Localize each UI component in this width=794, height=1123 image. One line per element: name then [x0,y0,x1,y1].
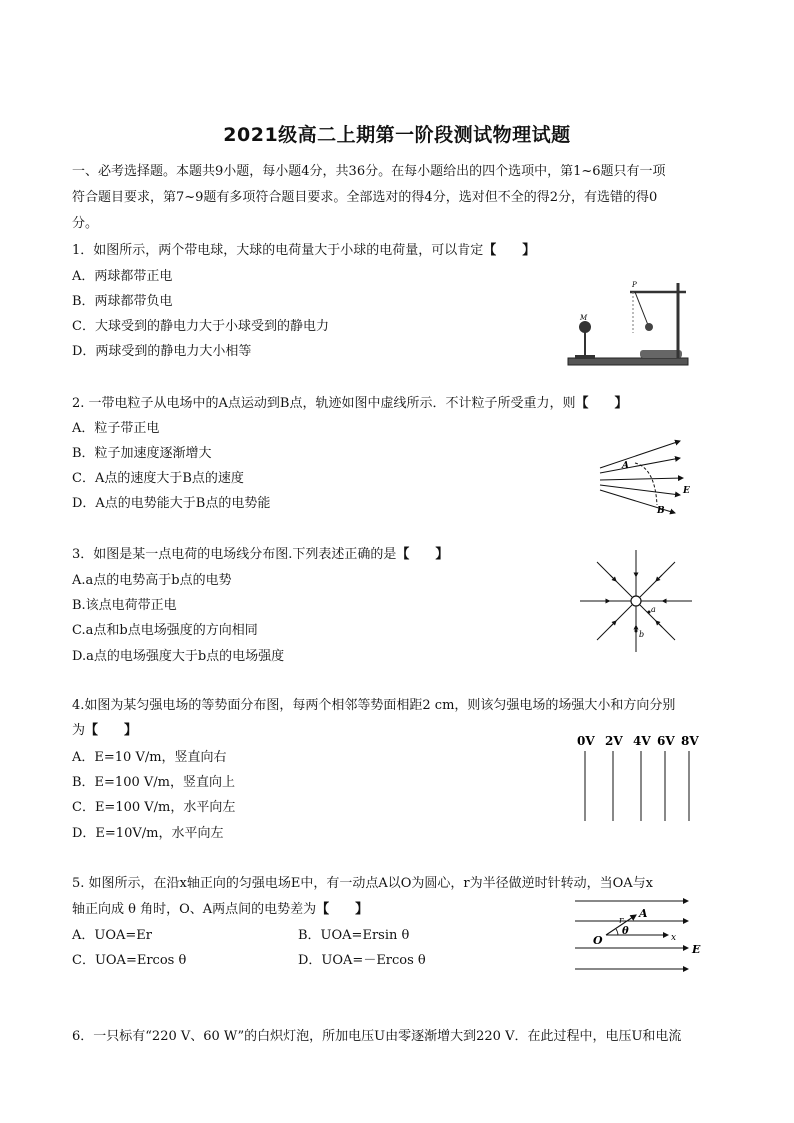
figure-1-big-ball [579,321,591,333]
field-arrow-se [657,622,662,627]
question-3-option-b: B.该点电荷带正电 [72,598,177,613]
figure-5-label-e: E [692,943,701,956]
question-4-stem: 4.如图为某匀强电场的等势面分布图，每两个相邻等势面相距2 cm，则该匀强电场的场强大小和方向分别 [72,698,676,713]
figure-1-post-base [575,355,595,359]
intro-line-2: 符合题目要求，第7~9题有多项符合题目要求。全部选对的得4分，选对但不全的得2分，有选错的得0 [72,190,658,205]
intro-line-3: 分。 [72,216,99,231]
question-2-answer-bracket: 【 】 [575,396,628,411]
question-2-stem [72,395,628,412]
question-4-answer-bracket: 【 】 [85,723,138,738]
question-2-option-b: B．粒子加速度逐渐增大 [72,446,212,461]
figure-3-label-a: a [651,605,656,614]
question-4-option-d: D．E=10V/m，水平向左 [72,826,224,841]
question-4-option-b: B．E=100 V/m，竖直向上 [72,775,235,790]
question-5-option-d: D．UOA=－Ercos θ [298,953,426,968]
question-2-figure [595,433,710,523]
figure-5-label-o: O [593,934,603,947]
figure-1-thread [635,292,648,325]
figure-3-label-b: b [639,630,645,639]
question-3-answer-bracket: 【 】 [396,547,449,562]
question-1-option-d: D．两球受到的静电力大小相等 [72,344,252,359]
question-5-answer-bracket: 【 】 [316,902,369,917]
equipotential-label-4v: 4V [633,734,651,748]
question-5-option-c: C．UOA=Ercos θ [72,953,187,968]
figure-5-label-a: A [639,907,648,920]
question-3-option-d: D.a点的电场强度大于b点的电场强度 [72,649,285,664]
question-1-option-b: B．两球都带负电 [72,294,173,309]
question-1-option-a: A．两球都带正电 [72,269,173,284]
point-b-dot [635,630,638,633]
intro-line-1: 一、必考选择题。本题共9小题，每小题4分，共36分。在每小题给出的四个选项中，第1~6题只有一项 [72,164,666,179]
figure-1-small-ball [645,323,653,331]
question-5-option-a: A．UOA=Er [72,928,152,943]
field-arrow-ne [657,575,662,580]
page-title: 2021级高二上期第一阶段测试物理试题 [223,124,571,146]
figure-2-trajectory [635,463,657,505]
figure-5-label-r: r [619,916,624,926]
question-5-stem: 5. 如图所示，在沿x轴正向的匀强电场E中，有一动点A以O为圆心，r为半径做逆时针转动，当OA与x [72,876,653,891]
question-1-answer-bracket: 【 】 [483,243,536,258]
question-3-text: 3．如图是某一点电荷的电场线分布图.下列表述正确的是 [72,547,397,562]
field-line-2 [600,458,680,473]
figure-5-label-theta: θ [622,926,629,937]
field-arrow-nw [610,575,615,580]
question-5-option-b: B．UOA=Ersin θ [298,928,410,943]
question-4-figure [570,731,710,823]
question-1-stem [72,242,535,259]
question-4-text-cont: 为 [72,723,86,738]
figure-1-base [568,358,688,365]
question-6-stem: 6．一只标有“220 V、60 W”的白炽灯泡，所加电压U由零逐渐增大到220 V．在此过程中，电压U和电流 [72,1029,682,1044]
question-1-figure [560,278,700,373]
figure-1-label-p: P [632,281,637,289]
question-4-stem-cont [72,722,137,739]
equipotential-label-0v: 0V [577,734,595,748]
figure-1-stand-foot [640,350,682,358]
question-1-text: 1．如图所示，两个带电球，大球的电荷量大于小球的电荷量，可以肯定 [72,243,484,258]
question-3-figure [580,545,692,657]
field-line-1 [600,441,680,468]
question-5-figure [570,893,705,978]
equipotential-label-6v: 6V [657,734,675,748]
figure-2-label-a: A [622,461,629,471]
question-3-stem [72,546,448,563]
equipotential-label-8v: 8V [681,734,699,748]
question-2-option-c: C．A点的速度大于B点的速度 [72,471,244,486]
figure-2-label-b: B [657,506,665,516]
question-4-option-a: A．E=10 V/m，竖直向右 [72,750,227,765]
question-3-option-c: C.a点和b点电场强度的方向相同 [72,623,258,638]
theta-arc [616,929,618,935]
field-line-3 [600,478,683,480]
question-5-text-cont: 轴正向成 θ 角时，O、A两点间的电势差为 [72,902,317,917]
question-4-option-c: C．E=100 V/m，水平向左 [72,800,236,815]
figure-2-label-e: E [683,486,690,496]
question-3-option-a: A.a点的电势高于b点的电势 [72,573,232,588]
figure-5-label-x: x [671,933,677,943]
figure-1-label-m: M [580,314,588,322]
question-2-text: 2. 一带电粒子从电场中的A点运动到B点，轨迹如图中虚线所示．不计粒子所受重力，则 [72,396,576,411]
question-1-option-c: C．大球受到的静电力大于小球受到的静电力 [72,319,329,334]
point-charge [631,596,641,606]
field-arrow-sw [610,622,615,627]
question-2-option-d: D．A点的电势能大于B点的电势能 [72,496,271,511]
question-5-stem-cont [72,901,368,918]
equipotential-label-2v: 2V [605,734,623,748]
question-2-option-a: A．粒子带正电 [72,421,160,436]
